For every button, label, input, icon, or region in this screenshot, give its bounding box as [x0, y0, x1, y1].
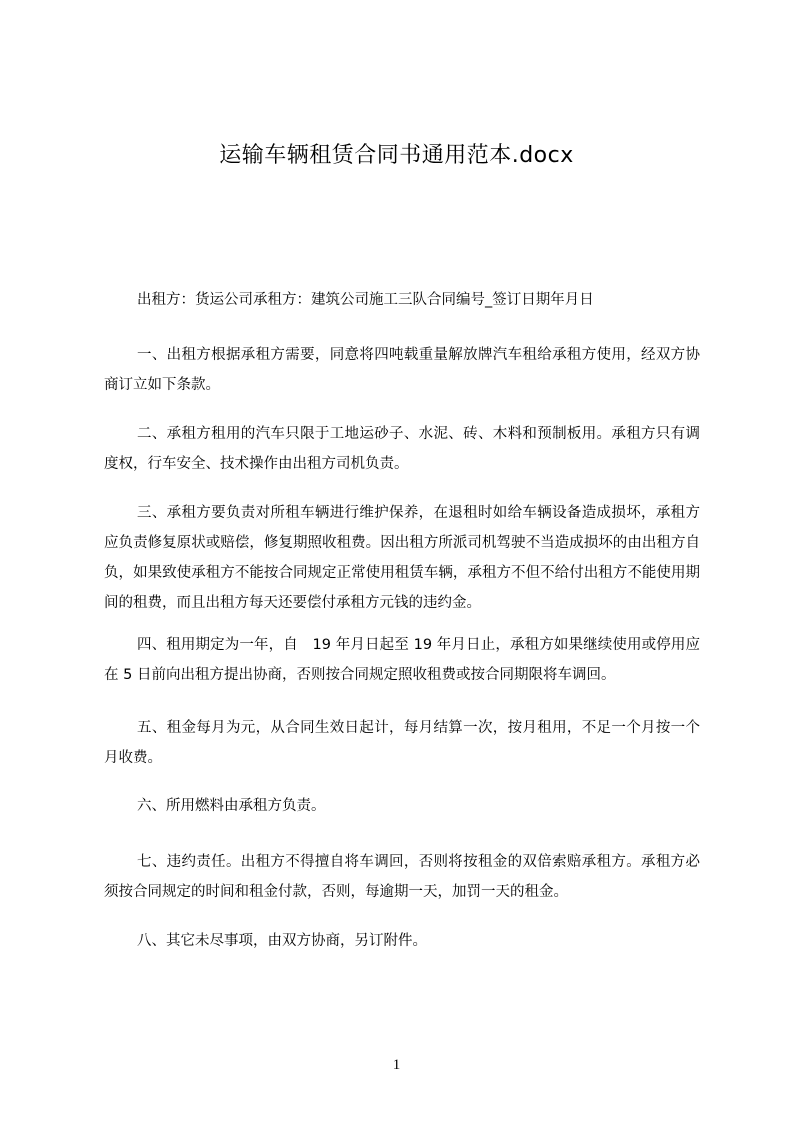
- document-title: 运输车辆租赁合同书通用范本.docx: [219, 143, 574, 168]
- clause-5: 五、租金每月为元，从合同生效日起计，每月结算一次，按月租用，不足一个月按一个月收费。: [104, 720, 700, 766]
- clause-2: 二、承租方租用的汽车只限于工地运砂子、水泥、砖、木料和预制板用。承租方只有调度权，行车安全、技术操作由出租方司机负责。: [104, 426, 700, 472]
- clause-6: 六、所用燃料由承租方负责。: [137, 798, 326, 814]
- clause-8: 八、其它未尽事项，由双方协商，另订附件。: [137, 933, 427, 949]
- page-number: 1: [392, 1057, 401, 1073]
- clause-7: 七、违约责任。出租方不得擅自将车调回，否则将按租金的双倍索赔承租方。承租方必须按合同规定的时间和租金付款，否则，每逾期一天，加罚一天的租金。: [104, 854, 700, 900]
- clause-1: 一、出租方根据承租方需要，同意将四吨载重量解放牌汽车租给承租方使用，经双方协商订立如下条款。: [104, 347, 700, 393]
- clause-4: 四、租用期定为一年，自 19 年月日起至 19 年月日止，承租方如果继续使用或停用应在 5 日前向出租方提出协商，否则按合同规定照收租费或按合同期限将车调回。: [104, 637, 700, 683]
- clause-3: 三、承租方要负责对所租车辆进行维护保养，在退租时如给车辆设备造成损坏，承租方应负责修复原状或赔偿，修复期照收租费。因出租方所派司机驾驶不当造成损坏的由出租方自负，如果致使承租方不能按合同规定正常使用租赁车辆，承租方不但不给付出租方不能使用期间的租费，而且出租方每天还要偿付承租方元钱的违约金。: [104, 505, 700, 611]
- contract-parties-line: 出租方：货运公司承租方：建筑公司施工三队合同编号_签订日期年月日: [137, 292, 594, 308]
